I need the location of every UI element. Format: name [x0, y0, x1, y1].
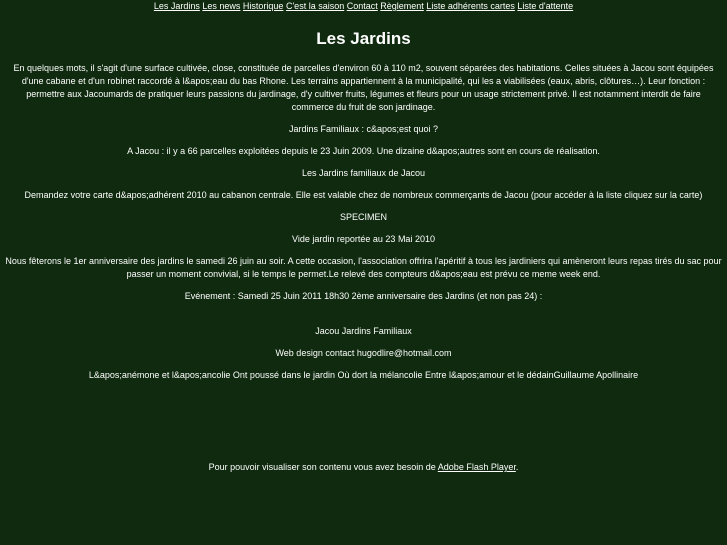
nav-link-liste-adherents-cartes[interactable]: Liste adhérents cartes [426, 1, 515, 11]
flash-notice-period: . [515, 462, 519, 472]
nav-link-les-jardins[interactable]: Les Jardins [153, 1, 200, 11]
flash-notice-text: Pour pouvoir visualiser son contenu vous avez besoin de [208, 462, 436, 472]
jardins-familiaux-heading: Les Jardins familiaux de Jacou [301, 168, 426, 178]
page-title: Les Jardins [316, 29, 411, 48]
nav-link-les-news[interactable]: Les news [202, 1, 241, 11]
carte-text: Demandez votre carte d&apos;adhérent 2010 au cabanon centrale. Elle est valable chez de nombreux commerçants de Jacou (pour accéder à la liste cliquez sur la carte) [24, 190, 703, 200]
evenement-text: Evénement : Samedi 25 Juin 2011 18h30 2ème anniversaire des Jardins (et non pas 24) : [184, 291, 543, 301]
vide-jardin-text: Vide jardin reportée au 23 Mai 2010 [292, 234, 435, 244]
top-nav [0, 0, 727, 13]
nav-link-liste-attente[interactable]: Liste d'attente [517, 1, 574, 11]
poem-text: L&apos;anémone et l&apos;ancolie Ont poussé dans le jardin Où dort la mélancolie Entre l&apos;amour et le dédainGuillaume Apollinaire [88, 370, 639, 380]
flash-notice [4, 461, 723, 474]
web-design-text: Web design contact hugodlire@hotmail.com [275, 348, 452, 358]
intro-paragraph: En quelques mots, il s'agit d'une surface cultivée, close, constituée de parcelles d'environ 60 à 110 m2, souvent séparées des habitations. Celles situées à Jacou sont équipées d'une cabane et d'un robinet raccordé à l&apos;eau du bas Rhone. Les terrains appartiennent à la municipalité, qui les a viabilisées (eaux, abris, clôtures…). Leur fonction : permettre aux Jacoumards de pratiquer leurs passions du jardinage, d'y cultiver fruits, légumes et fleurs pour un usage strictement privé. Il est notamment interdit de faire commerce du fruit de son jardinage. [13, 63, 714, 112]
anniversaire-text: Nous fêterons le 1er anniversaire des jardins le samedi 26 juin au soir. A cette occasion, l'association offrira l'apéritif à tous les jardiniers qui amèneront leurs repas tirés du sac pour passer un moment convivial, si le temps le permet.Le relevé des compteurs d&apos;eau est prévu ce meme week end. [5, 256, 722, 279]
specimen-label: SPECIMEN [339, 212, 387, 222]
question-text: Jardins Familiaux : c&apos;est quoi ? [288, 124, 439, 134]
footer-title: Jacou Jardins Familiaux [315, 326, 412, 336]
nav-link-cest-la-saison[interactable]: C'est la saison [285, 1, 345, 11]
nav-link-contact[interactable]: Contact [346, 1, 378, 11]
adobe-flash-player-link[interactable]: Adobe Flash Player [437, 462, 516, 472]
nav-link-reglement[interactable]: Règlement [380, 1, 424, 11]
nav-link-historique[interactable]: Historique [242, 1, 284, 11]
parcelles-text: A Jacou : il y a 66 parcelles exploitées depuis le 23 Juin 2009. Une dizaine d&apos;autres sont en cours de réalisation. [127, 146, 600, 156]
